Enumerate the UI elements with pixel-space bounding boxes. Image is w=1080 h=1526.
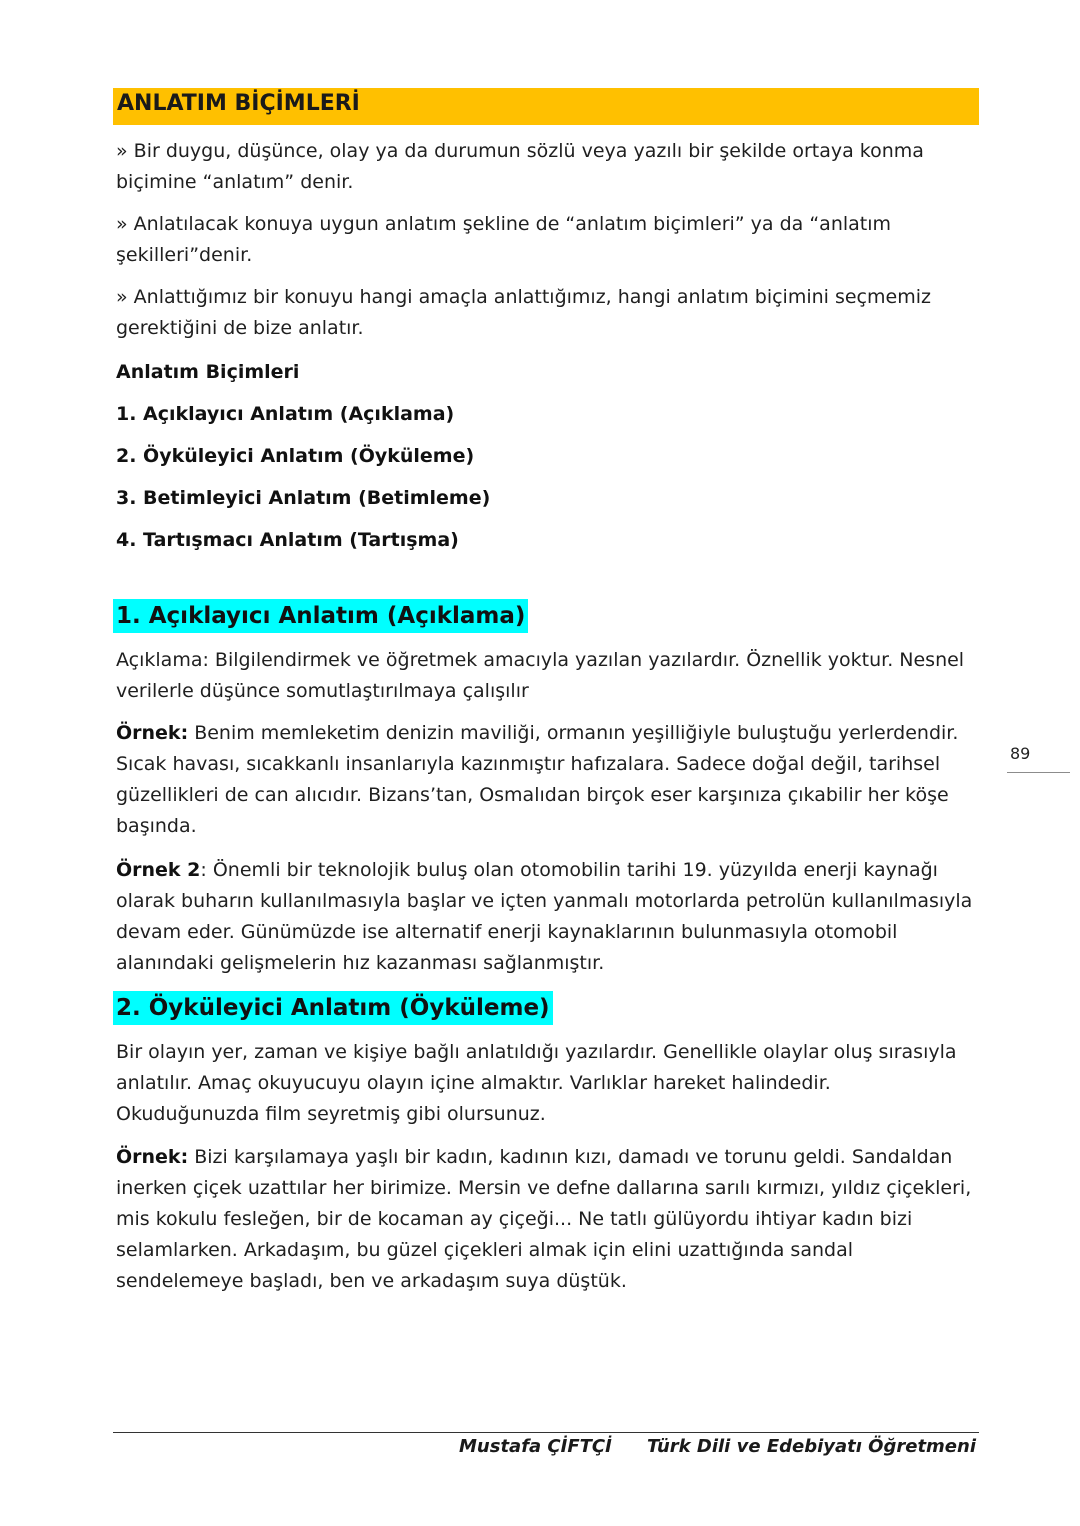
intro-paragraph-2: » Anlatılacak konuya uygun anlatım şekline de “anlatım biçimleri” ya da “anlatım şekilleri”denir. [116,213,892,266]
section-2-title: 2. Öyküleyici Anlatım (Öyküleme) [113,991,553,1025]
types-item-2: 2. Öyküleyici Anlatım (Öyküleme) [116,445,475,467]
footer-role: Türk Dili ve Edebiyatı Öğretmeni [647,1436,977,1457]
footer-author: Mustafa ÇİFTÇİ [459,1436,612,1457]
section-1-definition: Açıklama: Bilgilendirmek ve öğretmek amacıyla yazılan yazılardır. Öznellik yoktur. Nesnel verilerle düşünce somutlaştırılmaya çalışılır [116,649,965,702]
types-item-1: 1. Açıklayıcı Anlatım (Açıklama) [116,403,455,425]
section-1-example-2 [116,855,976,979]
types-item-3: 3. Betimleyici Anlatım (Betimleme) [116,487,491,509]
example-label: Örnek: [116,722,189,744]
example-text: : Önemli bir teknolojik buluş olan otomobilin tarihi 19. yüzyılda enerji kaynağı olarak buharın kullanılmasıyla başlar ve içten yanmalı motorlarda petrolün kullanılmasıyla devam eder. Günümüzde ise alternatif enerji kaynaklarının bulunmasıyla otomobil alanındaki gelişmelerin hız kazanması sağlanmıştır. [116,859,973,974]
page-number-rule [1007,772,1070,773]
section-1-title: 1. Açıklayıcı Anlatım (Açıklama) [113,599,528,633]
section-1-example-1 [116,718,976,842]
footer-divider [113,1432,979,1433]
example-label: Örnek: [116,1146,189,1168]
section-2-definition: Bir olayın yer, zaman ve kişiye bağlı anlatıldığı yazılardır. Genellikle olaylar oluş sırasıyla anlatılır. Amaç okuyucuyu olayın içine almaktır. Varlıklar hareket halindedir. Okuduğunuzda film seyretmiş gibi olursunuz. [116,1041,957,1125]
section-2-example [116,1142,976,1297]
page-title: ANLATIM BİÇİMLERİ [113,88,979,125]
types-heading: Anlatım Biçimleri [116,361,300,383]
intro-paragraph-1: » Bir duygu, düşünce, olay ya da durumun sözlü veya yazılı bir şekilde ortaya konma biçimine “anlatım” denir. [116,140,924,193]
intro-paragraph-3: » Anlattığımız bir konuyu hangi amaçla anlattığımız, hangi anlatım biçimini seçmemiz gerektiğini de bize anlatır. [116,286,931,339]
example-label: Örnek 2 [116,859,201,881]
example-text: Benim memleketim denizin maviliği, ormanın yeşilliğiyle buluştuğu yerlerdendir. Sıcak havası, sıcakkanlı insanlarıyla kazınmıştır hafızalara. Sadece doğal değil, tarihsel güzellikleri de can alıcıdır. Bizans’tan, Osmalıdan birçok eser karşınıza çıkabilir her köşe başında. [116,722,959,837]
page-number: 89 [1010,744,1031,763]
types-item-4: 4. Tartışmacı Anlatım (Tartışma) [116,529,459,551]
example-text: Bizi karşılamaya yaşlı bir kadın, kadının kızı, damadı ve torunu geldi. Sandaldan inerken çiçek uzattılar her birimize. Mersin ve defne dallarına sarılı kırmızı, yıldız çiçekleri, mis kokulu fesleğen, bir de kocaman ay çiçeği... Ne tatlı gülüyordu ihtiyar kadın bizi selamlarken. Arkadaşım, bu güzel çiçekleri almak için elini uzattığında sandal sendelemeye başladı, ben ve arkadaşım suya düştük. [116,1146,972,1292]
